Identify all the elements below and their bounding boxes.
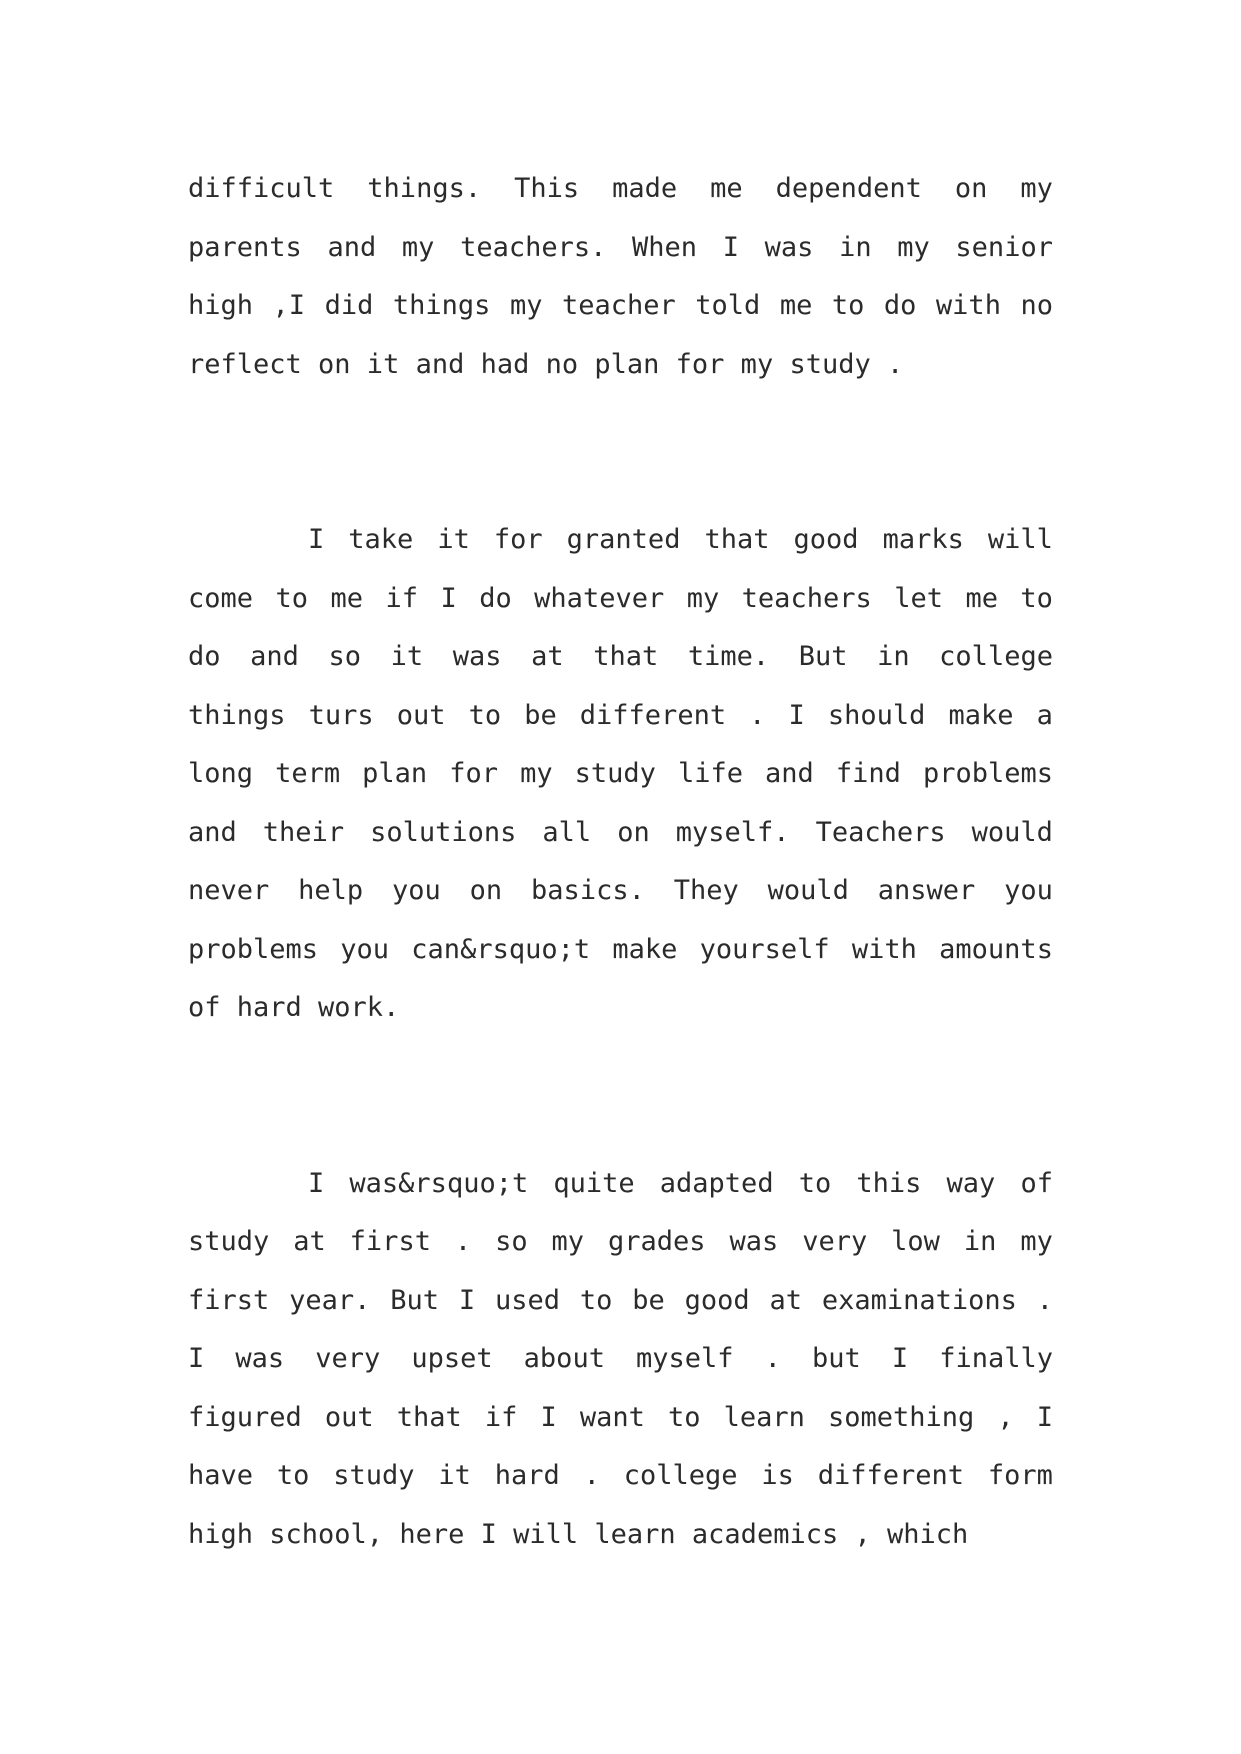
word: amounts	[939, 933, 1053, 965]
word: my	[520, 758, 553, 789]
word: problems	[188, 933, 319, 965]
word: long	[188, 758, 254, 789]
word: first	[349, 1226, 431, 1257]
word: I	[188, 1343, 205, 1374]
text-line	[188, 745, 1053, 804]
word: basics.	[531, 875, 645, 906]
word: myself.	[675, 816, 790, 848]
word: my	[551, 1226, 585, 1257]
document-body	[188, 160, 1053, 1564]
word: to	[275, 582, 309, 614]
word: myself	[636, 1343, 734, 1374]
word: so	[328, 641, 361, 672]
word: I	[1036, 1401, 1053, 1433]
word: find	[835, 758, 901, 789]
word: would	[971, 816, 1053, 848]
word: in	[963, 1226, 997, 1257]
word: is	[761, 1460, 794, 1491]
word: hard	[494, 1460, 560, 1491]
word: my	[897, 231, 930, 263]
word: never	[188, 875, 270, 906]
word: out	[324, 1401, 374, 1433]
word: When	[632, 231, 698, 263]
word: whatever	[534, 582, 665, 614]
word: it	[437, 524, 470, 555]
word: do	[188, 641, 221, 672]
word: you	[392, 875, 441, 906]
word: told	[695, 290, 761, 321]
word: year.	[289, 1284, 371, 1316]
word: that	[593, 641, 659, 672]
word: my	[401, 231, 435, 263]
word: you	[340, 933, 390, 965]
word: things.	[367, 173, 482, 204]
word: to	[831, 290, 865, 321]
word: to	[667, 1401, 701, 1433]
word: first	[188, 1284, 270, 1316]
word: can&rsquo;t	[411, 933, 591, 965]
paragraph	[188, 511, 1053, 1038]
word: me	[965, 582, 998, 614]
text-line	[188, 862, 1053, 921]
word: time.	[687, 641, 770, 672]
word: my	[1020, 1226, 1053, 1257]
word: They	[673, 875, 739, 906]
word: .	[749, 699, 766, 731]
word: take	[348, 524, 414, 555]
text-line	[188, 1330, 1053, 1389]
word: adapted	[659, 1167, 774, 1199]
word: to	[468, 699, 502, 731]
word: was	[729, 1226, 779, 1257]
word: .	[454, 1226, 472, 1257]
word: have	[188, 1460, 254, 1491]
word: you	[1004, 875, 1053, 906]
word: me	[330, 582, 363, 614]
word: it	[390, 641, 424, 672]
paragraph-gap	[188, 394, 1053, 511]
word: I	[788, 699, 805, 731]
word: different	[817, 1460, 965, 1491]
word: plan	[362, 758, 428, 789]
word: make	[612, 933, 678, 965]
word: in	[877, 641, 910, 672]
word: dependent	[775, 173, 922, 204]
word: .	[1036, 1284, 1053, 1316]
word: senior	[955, 231, 1053, 263]
word: answer	[877, 875, 976, 906]
word: turs	[308, 699, 374, 731]
text-line	[188, 921, 1053, 980]
text-line	[188, 628, 1053, 687]
text-line	[188, 687, 1053, 746]
word: examinations	[821, 1284, 1017, 1316]
text-line	[188, 1213, 1053, 1272]
paragraph	[188, 160, 1053, 394]
word: of	[1020, 1167, 1053, 1199]
word: so	[495, 1226, 528, 1257]
word: with	[851, 933, 917, 965]
word: my	[1020, 173, 1053, 204]
word: to	[579, 1284, 613, 1316]
word: my	[686, 582, 720, 614]
word: finally	[939, 1343, 1053, 1374]
word: I	[458, 1284, 476, 1316]
word: to	[1020, 582, 1053, 614]
word: study	[333, 1460, 415, 1491]
text-line: high school, here I will learn academics , which	[188, 1518, 969, 1550]
word: to	[798, 1167, 832, 1199]
word: things	[188, 699, 286, 731]
word: I	[891, 1343, 909, 1374]
word: figured	[188, 1401, 302, 1433]
word: and	[188, 816, 237, 848]
word: I	[440, 582, 457, 614]
word: and	[250, 641, 299, 672]
word: was	[235, 1343, 285, 1374]
text-line	[188, 277, 1053, 336]
word: it	[438, 1460, 471, 1491]
word: if	[484, 1401, 518, 1433]
word: This	[514, 173, 580, 204]
word: to	[276, 1460, 310, 1491]
word: be	[524, 699, 557, 731]
word: this	[856, 1167, 922, 1199]
word: marks	[882, 524, 964, 555]
word: should	[827, 699, 926, 731]
word: used	[494, 1284, 561, 1316]
paragraph	[188, 1155, 1053, 1565]
word: grades	[608, 1226, 706, 1257]
word: me	[779, 290, 813, 321]
word: and	[327, 231, 377, 263]
word: teachers	[741, 582, 872, 614]
word: on	[469, 875, 503, 906]
word: do	[883, 290, 917, 321]
text-line	[188, 160, 1053, 219]
word: about	[523, 1343, 605, 1374]
word: very	[802, 1226, 868, 1257]
text-line	[188, 1389, 1053, 1448]
word: form	[987, 1460, 1053, 1491]
word: let	[894, 582, 943, 614]
word: learn	[723, 1401, 805, 1433]
text-line	[188, 219, 1053, 278]
word: was	[764, 231, 814, 263]
word: out	[396, 699, 446, 731]
word: college	[623, 1460, 738, 1491]
word: want	[579, 1401, 645, 1433]
word: all	[542, 816, 592, 848]
word: no	[1020, 290, 1053, 321]
word: for	[493, 524, 543, 555]
word: was	[452, 641, 502, 672]
word: but	[812, 1343, 861, 1374]
word: make	[948, 699, 1014, 731]
word: high	[188, 290, 254, 321]
word: I	[540, 1401, 557, 1433]
word: good	[684, 1284, 750, 1316]
word: parents	[188, 231, 302, 263]
word: ,	[997, 1401, 1014, 1433]
text-line	[188, 511, 1053, 570]
word: I	[722, 231, 739, 263]
word: But	[390, 1284, 440, 1316]
word: granted	[566, 524, 681, 555]
word: come	[188, 582, 254, 614]
word: help	[298, 875, 364, 906]
word: that	[704, 524, 770, 555]
word: their	[262, 816, 345, 848]
word: on	[617, 816, 650, 848]
word: at	[531, 641, 564, 672]
word: solutions	[370, 816, 517, 848]
word: study	[574, 758, 656, 789]
word: something	[827, 1401, 975, 1433]
word: different	[579, 699, 727, 731]
word: term	[275, 758, 341, 789]
word: me	[710, 173, 743, 204]
word: things	[392, 290, 491, 321]
word: But	[798, 641, 848, 672]
word: good	[793, 524, 859, 555]
word: ,I	[272, 290, 306, 321]
word: low	[891, 1226, 940, 1257]
word: quite	[553, 1167, 635, 1199]
word: very	[315, 1343, 381, 1374]
word: if	[385, 582, 418, 614]
word: on	[954, 173, 988, 204]
word: will	[987, 524, 1053, 555]
text-line: reflect on it and had no plan for my study .	[188, 348, 904, 380]
word: .	[583, 1460, 600, 1491]
word: Teachers	[815, 816, 946, 848]
word: in	[839, 231, 872, 263]
word: teacher	[561, 290, 676, 321]
word: my	[509, 290, 543, 321]
word: problems	[922, 758, 1053, 789]
word: was&rsquo;t	[349, 1167, 529, 1199]
word: with	[935, 290, 1001, 321]
word: .	[764, 1343, 781, 1374]
word: teachers.	[460, 231, 607, 263]
word: that	[396, 1401, 462, 1433]
word: college	[939, 641, 1053, 672]
word: did	[324, 290, 374, 321]
word: I	[308, 1167, 325, 1199]
word: a	[1036, 699, 1053, 731]
word: yourself	[699, 933, 830, 965]
word: upset	[411, 1343, 493, 1374]
word: for	[449, 758, 499, 789]
word: way	[946, 1167, 996, 1199]
word: I	[308, 524, 325, 555]
word: life	[677, 758, 743, 789]
text-line	[188, 1272, 1053, 1331]
word: at	[293, 1226, 326, 1257]
word: be	[632, 1284, 665, 1316]
word: at	[769, 1284, 802, 1316]
text-line	[188, 804, 1053, 863]
text-line	[188, 1447, 1053, 1506]
text-line	[188, 1155, 1053, 1214]
text-line: of hard work.	[188, 992, 400, 1023]
paragraph-gap	[188, 1038, 1053, 1155]
word: study	[188, 1226, 270, 1257]
word: made	[612, 173, 678, 204]
word: and	[765, 758, 814, 789]
word: would	[767, 875, 849, 906]
word: do	[479, 582, 512, 614]
text-line	[188, 570, 1053, 629]
word: difficult	[188, 173, 335, 204]
